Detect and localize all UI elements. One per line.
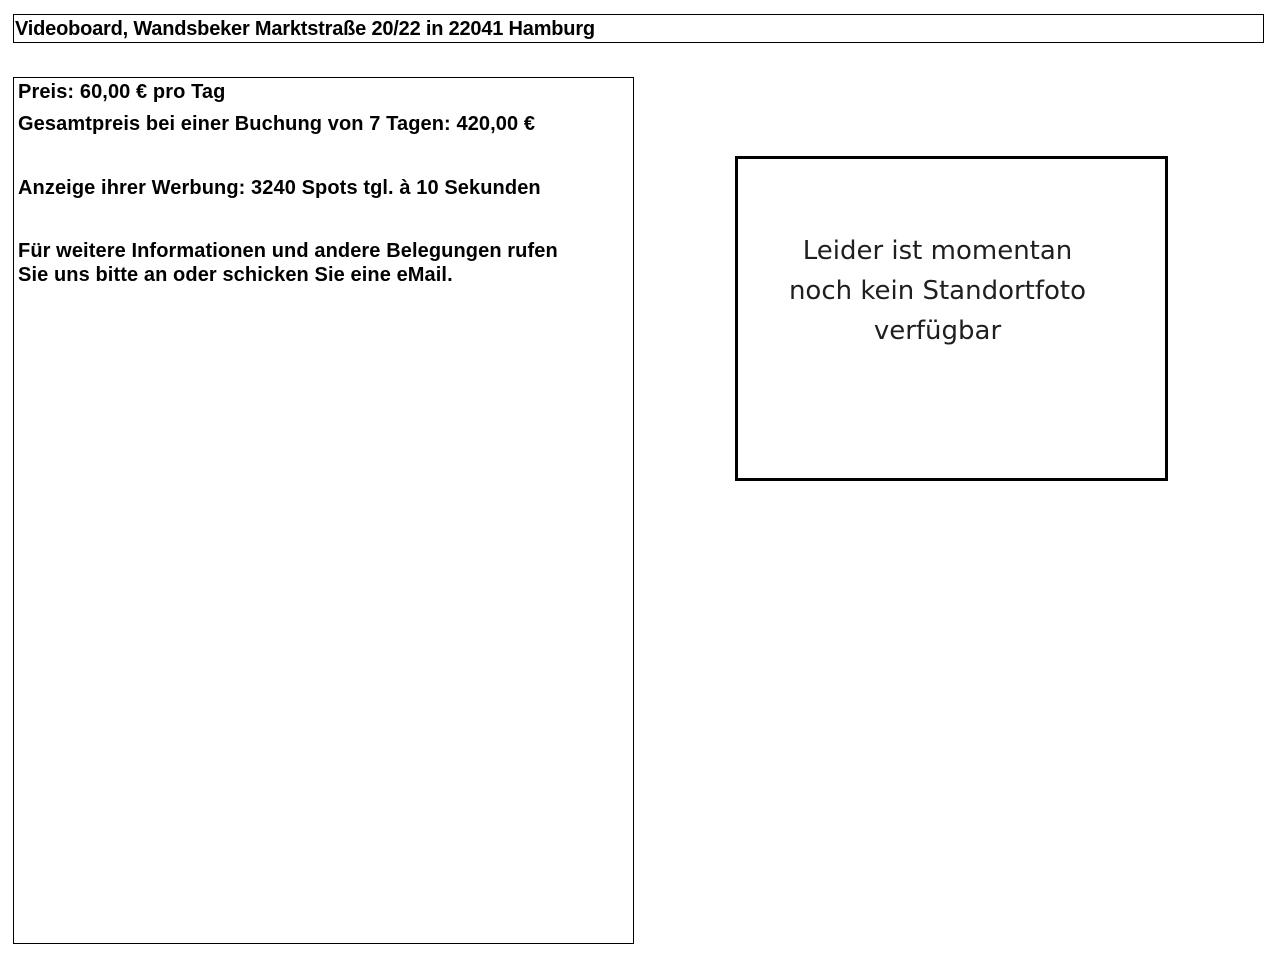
booking-info-panel bbox=[13, 77, 634, 944]
location-title: Videoboard, Wandsbeker Marktstraße 20/22 in 22041 Hamburg bbox=[15, 18, 595, 40]
price-per-day: Preis: 60,00 € pro Tag bbox=[18, 81, 226, 103]
photo-message-line-3: verfügbar bbox=[873, 316, 1002, 346]
location-title-box bbox=[13, 14, 1264, 43]
photo-unavailable-message bbox=[738, 231, 1165, 351]
contact-info-line-2: Sie uns bitte an oder schicken Sie eine eMail. bbox=[18, 264, 453, 286]
total-price: Gesamtpreis bei einer Buchung von 7 Tagen: 420,00 € bbox=[18, 113, 536, 135]
contact-info bbox=[18, 239, 608, 287]
spot-info: Anzeige ihrer Werbung: 3240 Spots tgl. à 10 Sekunden bbox=[18, 177, 541, 199]
photo-message-line-1: Leider ist momentan bbox=[802, 236, 1073, 266]
contact-info-line-1: Für weitere Informationen und andere Belegungen rufen bbox=[18, 240, 558, 262]
photo-message-line-2: noch kein Standortfoto bbox=[788, 276, 1087, 306]
location-photo-placeholder bbox=[735, 156, 1168, 481]
